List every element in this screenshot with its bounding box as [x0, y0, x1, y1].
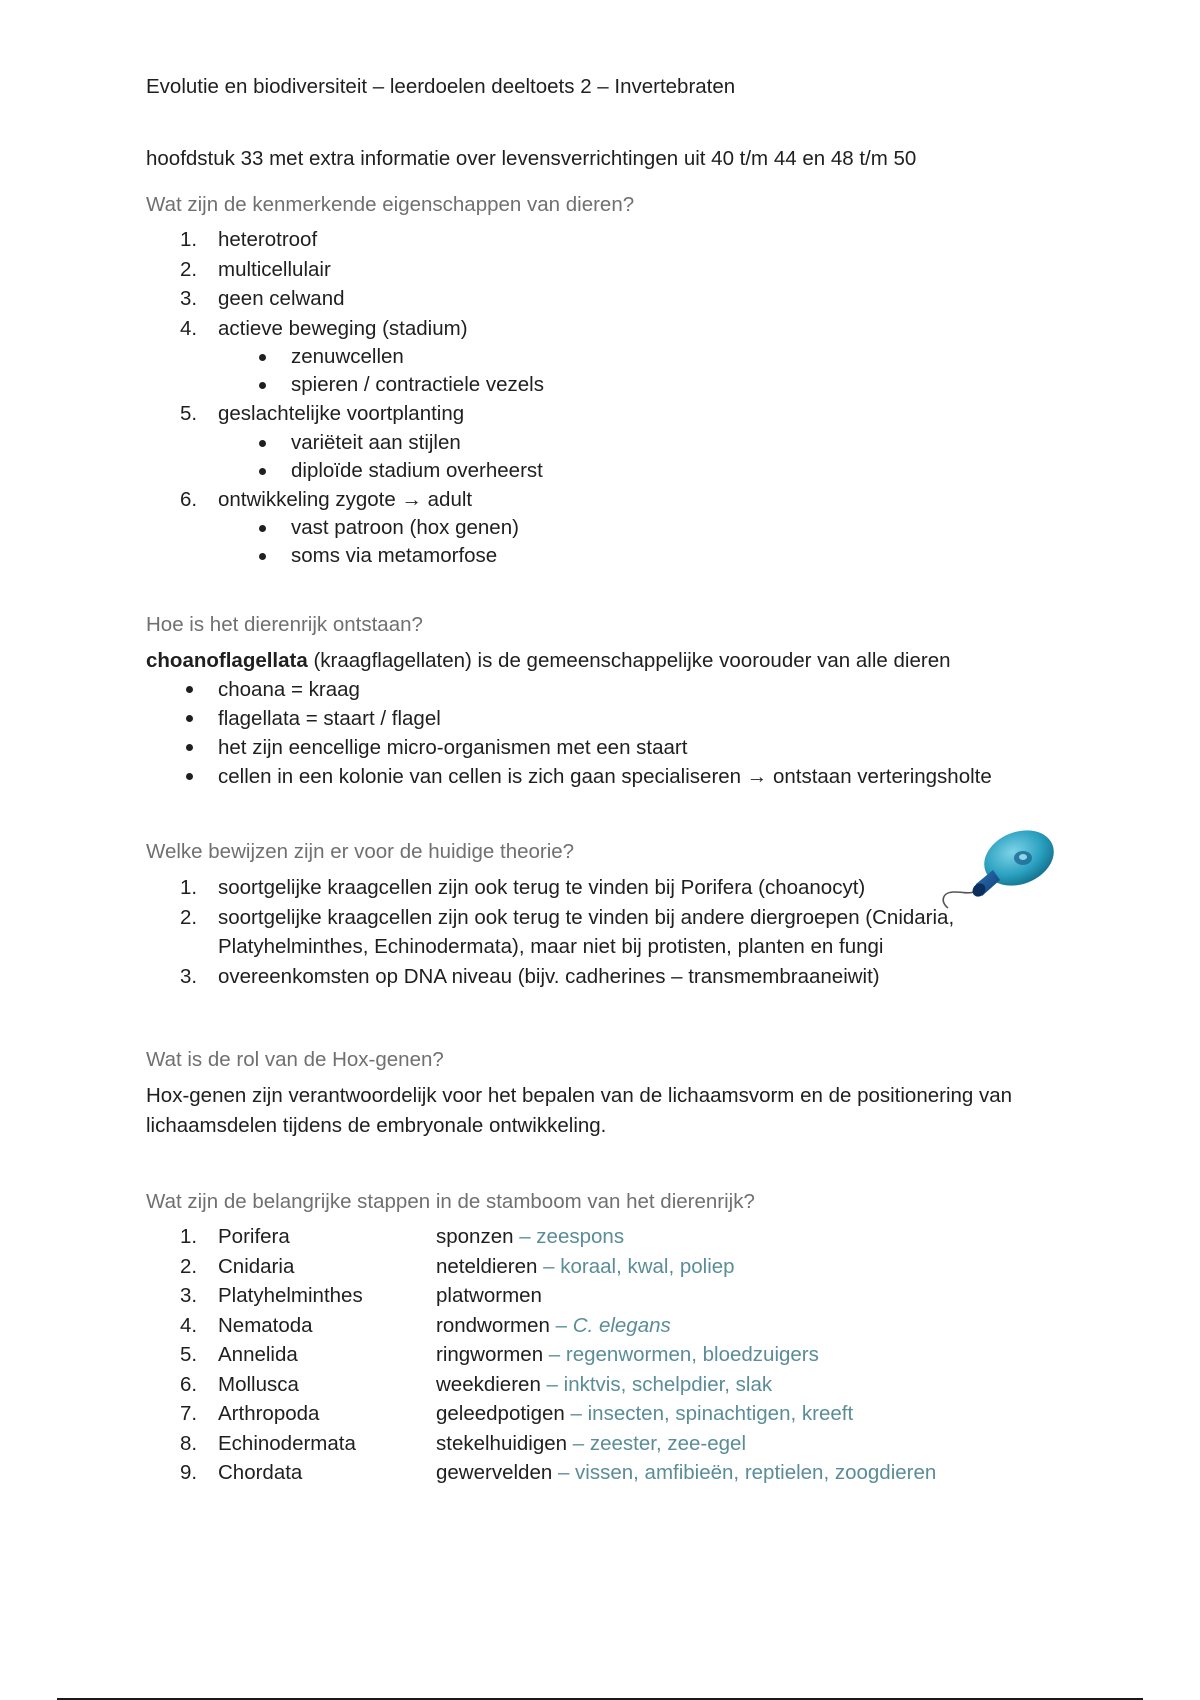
- common-name: weekdieren: [436, 1372, 541, 1396]
- table-row: 4. Nematoda rondwormen – C. elegans: [146, 1311, 1066, 1341]
- choanoflagellate-illustration: [938, 824, 1060, 924]
- hox-answer: Hox-genen zijn verantwoordelijk voor het bepalen van de lichaamsvorm en de positionering van lichaamsdelen tijdens de embryonale ontwikkeling.: [146, 1084, 1013, 1137]
- origin-statement: choanoflagellata (kraagflagellaten) is de gemeenschappelijke voorouder van alle dieren: [146, 649, 951, 672]
- table-row: 9. Chordata gewervelden – vissen, amfibieën, reptielen, zoogdieren: [146, 1458, 1066, 1488]
- table-row: 7. Arthropoda geleedpotigen – insecten, spinachtigen, kreeft: [146, 1399, 1066, 1429]
- examples: – insecten, spinachtigen, kreeft: [564, 1402, 854, 1425]
- examples: – vissen, amfibieën, reptielen, zoogdieren: [552, 1461, 937, 1484]
- section-question: Hoe is het dierenrijk ontstaan?: [146, 613, 423, 636]
- list-item: 1. soortgelijke kraagcellen zijn ook terug te vinden bij Porifera (choanocyt): [180, 876, 866, 899]
- sub-list-item: vast patroon (hox genen): [146, 514, 1066, 542]
- phylum-name: Mollusca: [218, 1372, 299, 1396]
- list-item: 3. overeenkomsten op DNA niveau (bijv. cadherines – transmembraaneiwit): [180, 964, 880, 988]
- table-row: 6. Mollusca weekdieren – inktvis, schelpdier, slak: [146, 1370, 1066, 1400]
- list-item: 5. geslachtelijke voortplanting: [180, 402, 465, 425]
- common-name: rondwormen: [436, 1313, 550, 1337]
- list-item: het zijn eencellige micro-organismen met een staart: [146, 733, 1066, 762]
- table-row: 8. Echinodermata stekelhuidigen – zeester, zee-egel: [146, 1429, 1066, 1459]
- examples: – inktvis, schelpdier, slak: [540, 1372, 773, 1396]
- sub-list-item: spieren / contractiele vezels: [146, 371, 1066, 399]
- document-subtitle: hoofdstuk 33 met extra informatie over levensverrichtingen uit 40 t/m 44 en 48 t/m 50: [146, 147, 917, 170]
- examples: – regenwormen, bloedzuigers: [543, 1343, 819, 1366]
- examples: –: [549, 1313, 573, 1337]
- section-question: Welke bewijzen zijn er voor de huidige theorie?: [146, 840, 575, 863]
- document-page: [146, 70, 1066, 1488]
- common-name: ringwormen: [436, 1343, 544, 1366]
- choanoflagellata-term: choanoflagellata: [146, 649, 308, 672]
- sub-list-item: variëteit aan stijlen: [146, 429, 1066, 457]
- common-name: geleedpotigen: [436, 1402, 565, 1425]
- list-item: cellen in een kolonie van cellen is zich gaan specialiseren → ontstaan verteringsholte: [146, 762, 1066, 791]
- evidence-list: [146, 873, 1066, 991]
- section-question: Wat zijn de kenmerkende eigenschappen van dieren?: [146, 193, 635, 216]
- phylum-name: Platyhelminthes: [218, 1284, 363, 1307]
- phylum-name: Porifera: [218, 1225, 290, 1248]
- document-title: Evolutie en biodiversiteit – leerdoelen deeltoets 2 – Invertebraten: [146, 75, 736, 98]
- examples-italic: C. elegans: [572, 1313, 671, 1337]
- common-name: platwormen: [436, 1284, 542, 1307]
- characteristics-list: [146, 225, 1066, 570]
- list-item: flagellata = staart / flagel: [146, 704, 1066, 733]
- table-row: 3. Platyhelminthes platwormen: [146, 1281, 1066, 1311]
- common-name: neteldieren: [436, 1254, 538, 1278]
- common-name: gewervelden: [436, 1461, 553, 1484]
- common-name: sponzen: [436, 1225, 514, 1248]
- phylum-name: Cnidaria: [218, 1254, 295, 1278]
- phylum-name: Arthropoda: [218, 1402, 320, 1425]
- phylum-name: Annelida: [218, 1343, 298, 1366]
- list-item: 2. multicellulair: [180, 257, 331, 281]
- phylum-name: Echinodermata: [218, 1431, 356, 1455]
- examples: – koraal, kwal, poliep: [537, 1254, 735, 1278]
- phylogeny-table: [146, 1222, 1066, 1488]
- table-row: 1. Porifera sponzen – zeespons: [146, 1222, 1066, 1252]
- sub-list-item: soms via metamorfose: [146, 542, 1066, 570]
- sub-list-item: diploïde stadium overheerst: [146, 457, 1066, 485]
- section-question: Wat is de rol van de Hox-genen?: [146, 1048, 444, 1071]
- list-item: 2. soortgelijke kraagcellen zijn ook terug te vinden bij andere diergroepen (Cnidaria, Platyhelminthes, Echinodermata), maar niet bij protisten, planten en fungi: [180, 905, 955, 958]
- examples: – zeespons: [513, 1225, 625, 1248]
- origin-bullets: [146, 675, 1066, 791]
- list-item: 4. actieve beweging (stadium): [180, 316, 468, 340]
- list-item: 6. ontwikkeling zygote → adult: [180, 487, 473, 511]
- list-item: 3. geen celwand: [180, 287, 345, 310]
- sub-list-item: zenuwcellen: [146, 343, 1066, 371]
- phylum-name: Chordata: [218, 1461, 303, 1484]
- section-question: Wat zijn de belangrijke stappen in de stamboom van het dierenrijk?: [146, 1190, 755, 1213]
- table-row: 2. Cnidaria neteldieren – koraal, kwal, poliep: [146, 1252, 1066, 1282]
- phylum-name: Nematoda: [218, 1313, 313, 1337]
- table-row: 5. Annelida ringwormen – regenwormen, bloedzuigers: [146, 1340, 1066, 1370]
- list-item: choana = kraag: [146, 675, 1066, 704]
- list-item: 1. heterotroof: [180, 228, 318, 251]
- common-name: stekelhuidigen: [436, 1431, 568, 1455]
- examples: – zeester, zee-egel: [567, 1431, 746, 1455]
